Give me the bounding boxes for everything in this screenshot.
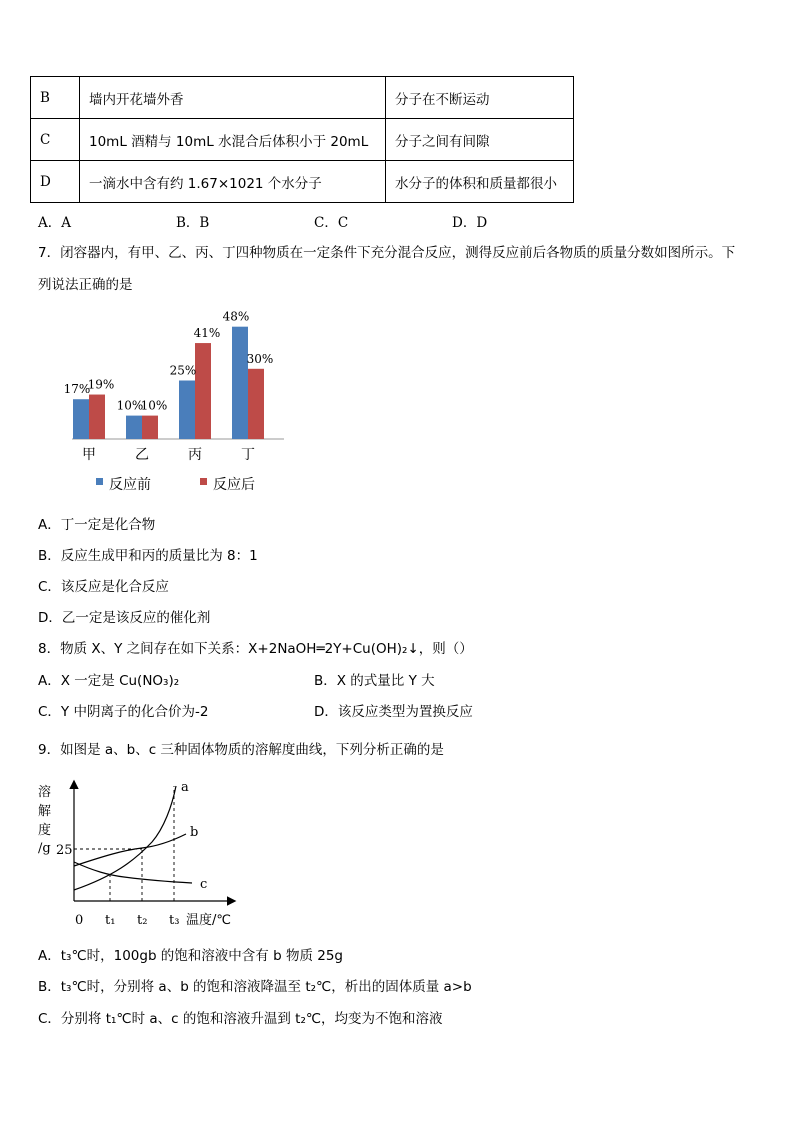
row-label: B <box>31 77 80 119</box>
solubility-curve-graph <box>34 776 244 936</box>
q8-option-c: C．Y 中阴离子的化合价为-2 <box>38 704 209 720</box>
bar-label: 48% <box>222 309 250 324</box>
bar-after-1 <box>89 395 105 439</box>
options-table <box>30 76 574 203</box>
bar-label: 10% <box>140 398 168 413</box>
row-label: C <box>31 119 80 161</box>
origin-label: 0 <box>75 913 84 928</box>
q8-option-a: A．X 一定是 Cu(NO₃)₂ <box>38 673 180 689</box>
q6-option-a: A．A <box>38 215 71 231</box>
q9-option-a: A．t₃℃时，100gb 的饱和溶液中含有 b 物质 25g <box>38 948 343 964</box>
q7-option-d: D．乙一定是该反应的催化剂 <box>38 610 211 626</box>
category-label: 乙 <box>135 447 149 463</box>
x-axis-label: 温度/℃ <box>186 913 231 928</box>
row-explanation: 水分子的体积和质量都很小 <box>386 161 574 203</box>
curve-a <box>74 786 176 890</box>
y-tick-25: 25 <box>56 843 73 858</box>
category-label: 丙 <box>188 447 202 463</box>
bar-after-3 <box>195 343 211 439</box>
bar-before-1 <box>73 399 89 439</box>
bar-label: 41% <box>193 326 221 341</box>
bar-label: 17% <box>63 382 91 397</box>
q9-stem: 9．如图是 a、b、c 三种固体物质的溶解度曲线，下列分析正确的是 <box>38 742 444 758</box>
q8-stem: 8．物质 X、Y 之间存在如下关系：X+2NaOH═2Y+Cu(OH)₂↓，则（） <box>38 641 473 657</box>
row-explanation: 分子在不断运动 <box>386 77 574 119</box>
q7-option-c: C．该反应是化合反应 <box>38 579 169 595</box>
legend-label: 反应前 <box>109 477 151 493</box>
curve-c <box>74 862 192 883</box>
q6-option-b: B．B <box>176 215 210 231</box>
curve-c-label: c <box>200 877 208 892</box>
q7-stem-line2: 列说法正确的是 <box>38 277 133 293</box>
bar-after-2 <box>142 416 158 439</box>
row-phenomenon: 一滴水中含有约 1.67×1021 个水分子 <box>80 161 386 203</box>
row-phenomenon: 10mL 酒精与 10mL 水混合后体积小于 20mL <box>80 119 386 161</box>
q7-stem-line1: 7．闭容器内，有甲、乙、丙、丁四种物质在一定条件下充分混合反应，测得反应前后各物质的质量分数如图所示。下 <box>38 245 736 261</box>
mass-fraction-bar-chart <box>40 300 300 500</box>
row-phenomenon: 墙内开花墙外香 <box>80 77 386 119</box>
bar-label: 19% <box>87 377 115 392</box>
category-label: 甲 <box>82 447 96 463</box>
q8-option-b: B．X 的式量比 Y 大 <box>314 673 435 689</box>
bar-after-4 <box>248 369 264 439</box>
bar-before-3 <box>179 381 195 440</box>
legend-label: 反应后 <box>213 477 255 493</box>
bar-label: 25% <box>169 363 197 378</box>
legend-swatch <box>96 478 103 485</box>
curve-a-label: a <box>181 780 189 795</box>
x-tick-t2: t₂ <box>137 913 148 928</box>
table-row <box>31 77 574 119</box>
q9-option-b: B．t₃℃时，分别将 a、b 的饱和溶液降温至 t₂℃，析出的固体质量 a>b <box>38 979 472 995</box>
bar-before-4 <box>232 327 248 439</box>
table-row <box>31 161 574 203</box>
x-tick-t1: t₁ <box>105 913 116 928</box>
row-label: D <box>31 161 80 203</box>
curve-b-label: b <box>190 825 199 840</box>
q7-option-a: A．丁一定是化合物 <box>38 517 156 533</box>
category-label: 丁 <box>241 447 255 463</box>
q9-option-c: C．分别将 t₁℃时 a、c 的饱和溶液升温到 t₂℃，均变为不饱和溶液 <box>38 1011 443 1027</box>
legend-swatch <box>200 478 207 485</box>
y-axis-label-1: 溶 <box>38 785 52 800</box>
q7-option-b: B．反应生成甲和丙的质量比为 8：1 <box>38 548 258 564</box>
table-row <box>31 119 574 161</box>
q6-option-c: C．C <box>314 215 349 231</box>
row-explanation: 分子之间有间隙 <box>386 119 574 161</box>
y-axis-label-2: 解 <box>38 804 52 819</box>
bar-label: 30% <box>246 351 274 366</box>
q8-option-d: D．该反应类型为置换反应 <box>314 704 473 720</box>
q6-option-d: D．D <box>452 215 488 231</box>
x-tick-t3: t₃ <box>169 913 180 928</box>
y-axis-label-3: 度 <box>38 823 52 838</box>
bar-before-2 <box>126 416 142 439</box>
y-axis-label-4: /g <box>38 841 51 856</box>
bar-label: 10% <box>116 398 144 413</box>
